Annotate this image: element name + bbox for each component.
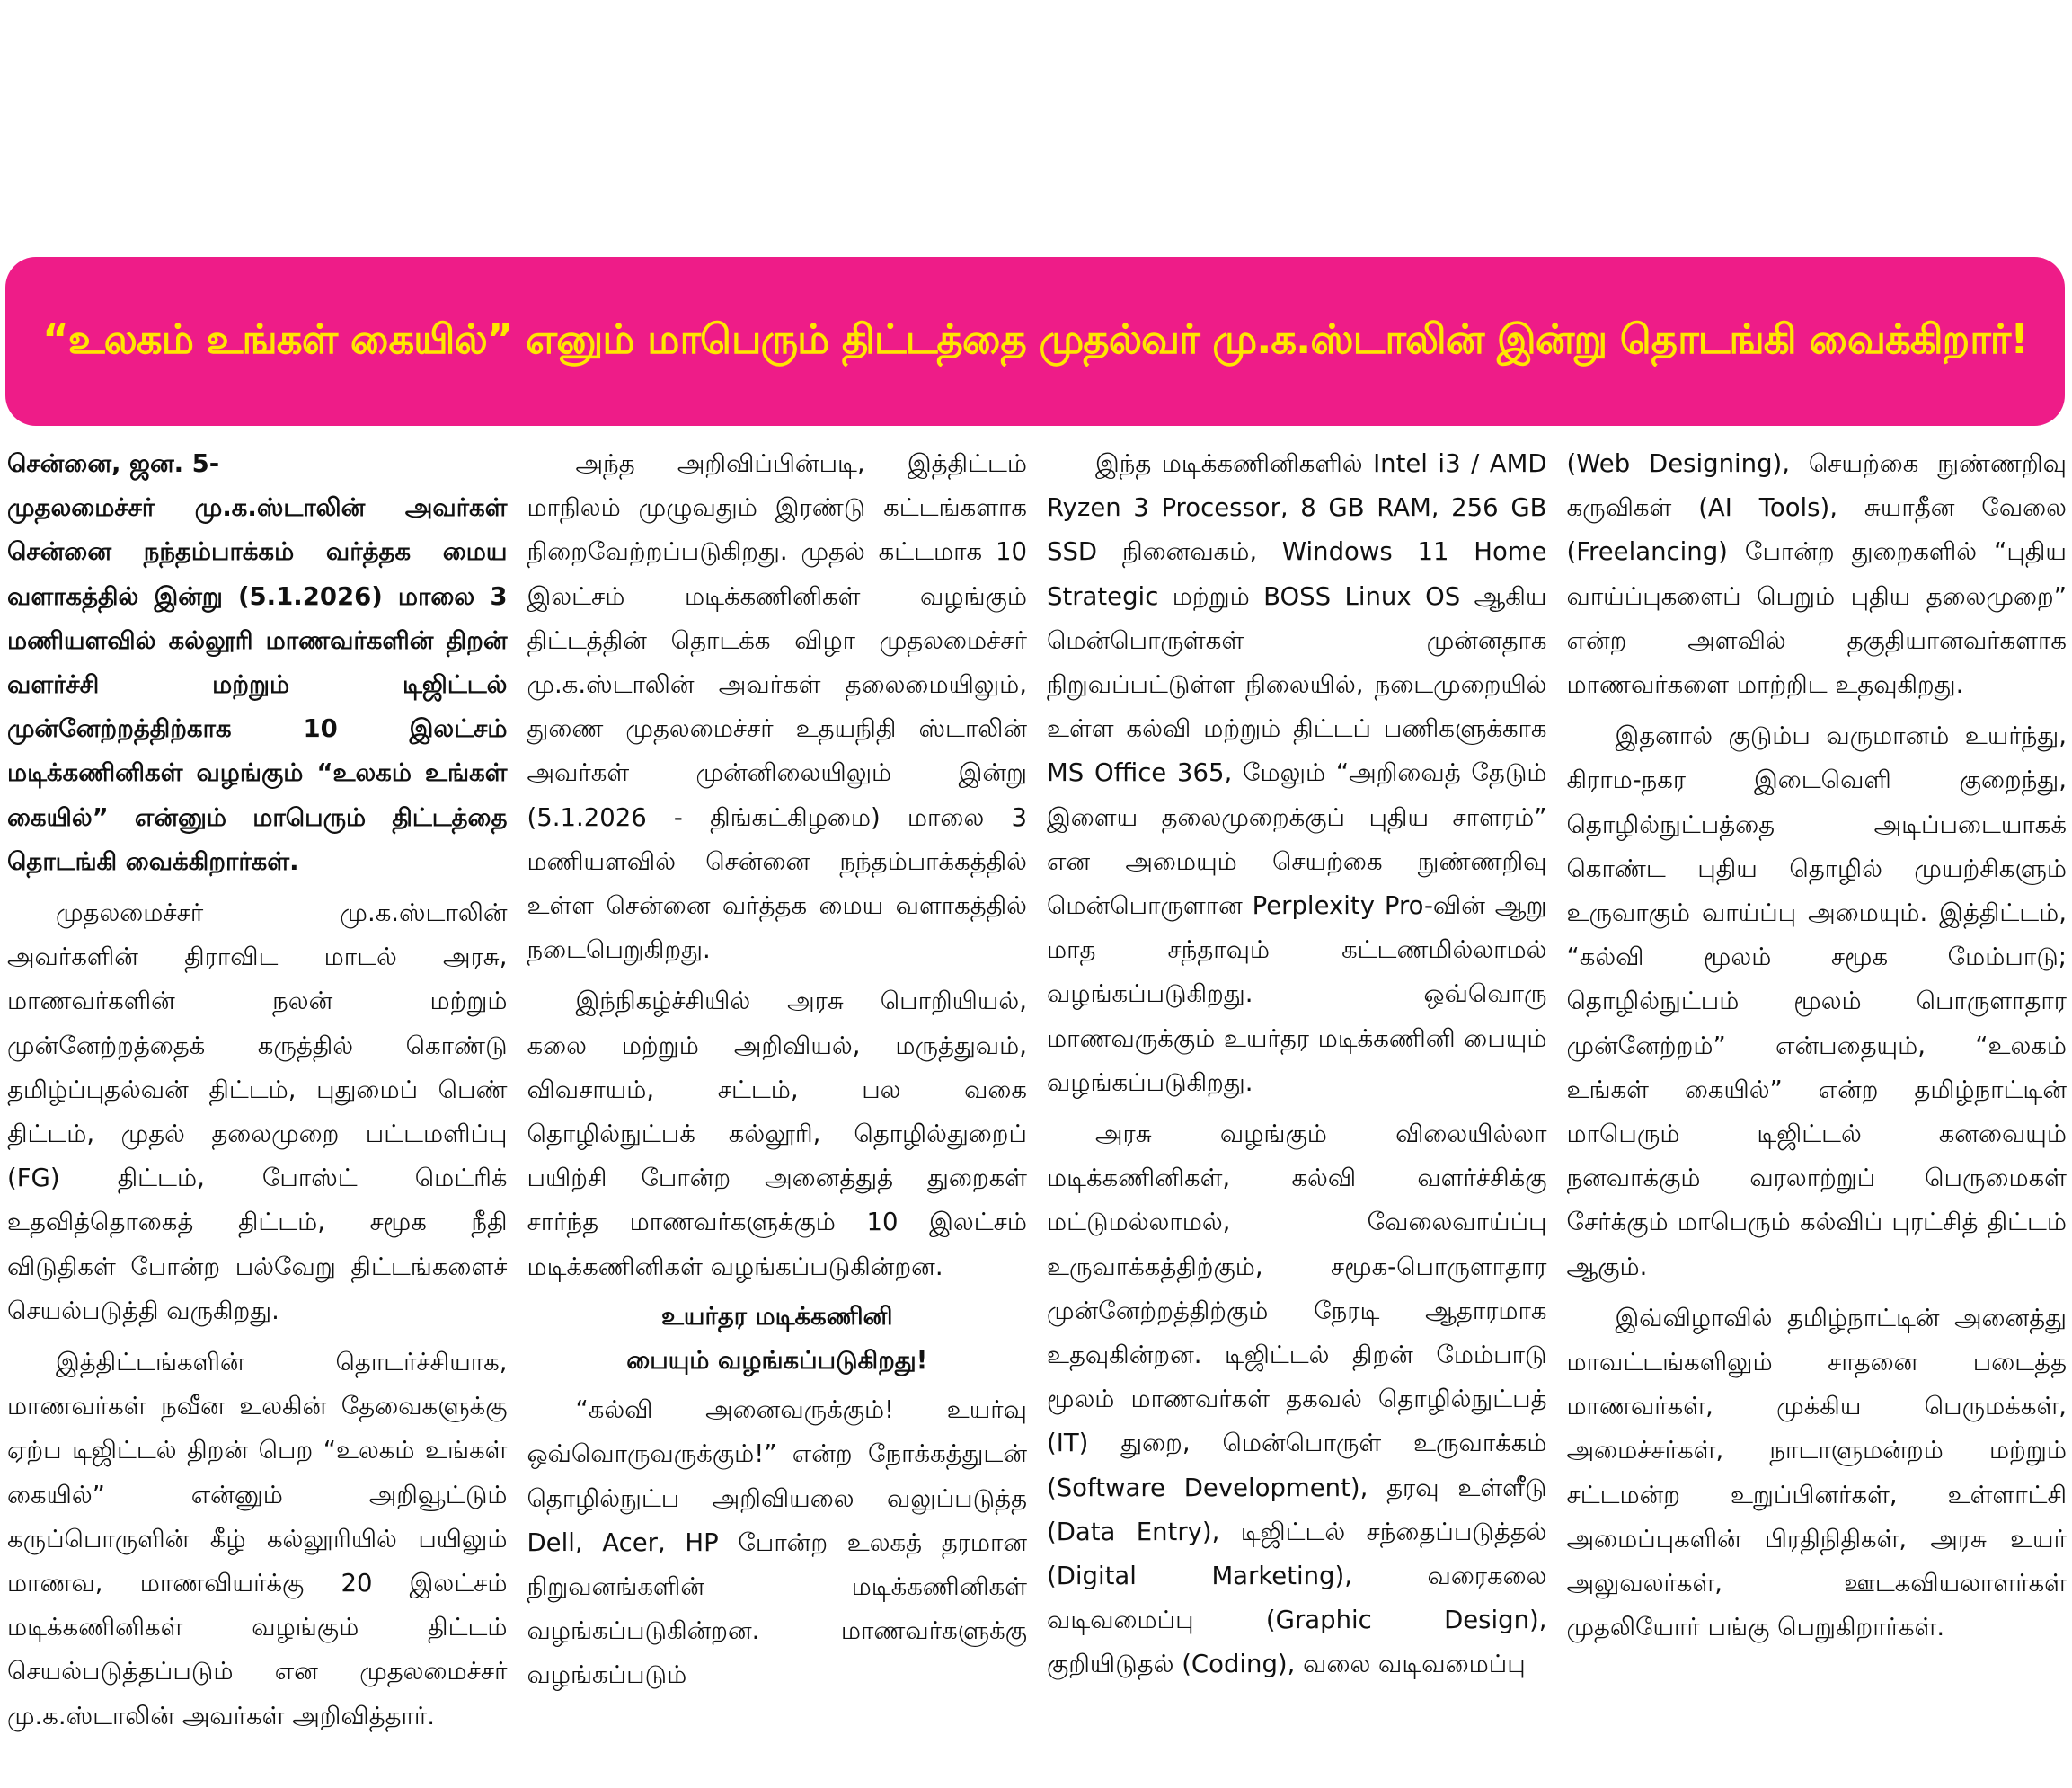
banner-text: “உலகம் உங்கள் கையில்” எனும் மாபெரும் திட்டத்தை முதல்வர் மு.க.ஸ்டாலின் இன்று தொடங்கி வைக்கிறார்! xyxy=(42,314,2028,363)
paragraph: இந்நிகழ்ச்சியில் அரசு பொறியியல், கலை மற்றும் அறிவியல், மருத்துவம், விவசாயம், சட்டம், பல வகை தொழில்நுட்பக் கல்லூரி, தொழில்துறைப் பயிற்சி போன்ற அனைத்துத் துறைகள் சார்ந்த மாணவர்களுக்கும் 10 இலட்சம் மடிக்கணினிகள் வழங்கப்படுகின்றன. xyxy=(527,987,1027,1281)
paragraph: இந்த மடிக்கணினிகளில் Intel i3 / AMD Ryzen 3 Processor, 8 GB RAM, 256 GB SSD நினைவகம், Windows 11 Home Strategic மற்றும் BOSS Linux OS ஆகிய மென்பொருள்கள் முன்னதாக நிறுவப்பட்டுள்ள நிலையில், நடைமுறையில் உள்ள கல்வி மற்றும் திட்டப் பணிகளுக்காக MS Office 365, மேலும் “அறிவைத் தேடும் இளைய தலைமுறைக்குப் புதிய சாளரம்” என அமையும் செயற்கை நுண்ணறிவு மென்பொருளான Perplexity Pro-வின் ஆறு மாத சந்தாவும் கட்டணமில்லாமல் வழங்கப்படுகிறது. ஒவ்வொரு மாணவருக்கும் உயர்தர மடிக்கணினி பையும் வழங்கப்படுகிறது. xyxy=(1047,449,1547,1097)
paragraph: “கல்வி அனைவருக்கும்! உயர்வு ஒவ்வொருவருக்கும்!” என்ற நோக்கத்துடன் தொழில்நுட்ப அறிவியலை வலுப்படுத்த Dell, Acer, HP போன்ற உலகத் தரமான நிறுவனங்களின் மடிக்கணினிகள் வழங்கப்படுகின்றன. மாணவர்களுக்கு வழங்கப்படும் xyxy=(527,1395,1027,1690)
paragraph: அந்த அறிவிப்பின்படி, இத்திட்டம் மாநிலம் முழுவதும் இரண்டு கட்டங்களாக நிறைவேற்றப்படுகிறது. முதல் கட்டமாக 10 இலட்சம் மடிக்கணினிகள் வழங்கும் திட்டத்தின் தொடக்க விழா முதலமைச்சர் மு.க.ஸ்டாலின் அவர்கள் தலைமையிலும், துணை முதலமைச்சர் உதயநிதி ஸ்டாலின் அவர்கள் முன்னிலையிலும் இன்று (5.1.2026 - திங்கட்கிழமை) மாலை 3 மணியளவில் சென்னை நந்தம்பாக்கத்தில் உள்ள சென்னை வர்த்தக மைய வளாகத்தில் நடைபெறுகிறது. xyxy=(527,449,1027,965)
column-2 xyxy=(527,442,1028,1781)
paragraph: இதனால் குடும்ப வருமானம் உயர்ந்து, கிராம-நகர இடைவெளி குறைந்து, தொழில்நுட்பத்தை அடிப்படையாகக் கொண்ட புதிய தொழில் முயற்சிகளும் உருவாகும் வாய்ப்பு அமையும். இத்திட்டம், “கல்வி மூலம் சமூக மேம்பாடு; தொழில்நுட்பம் மூலம் பொருளாதார முன்னேற்றம்” என்பதையும், “உலகம் உங்கள் கையில்” என்ற தமிழ்நாட்டின் மாபெரும் டிஜிட்டல் கனவையும் நனவாக்கும் வரலாற்றுப் பெருமைகள் சேர்க்கும் மாபெரும் கல்விப் புரட்சித் திட்டம் ஆகும். xyxy=(1566,721,2067,1281)
article-body xyxy=(7,442,2067,1781)
paragraph: இத்திட்டங்களின் தொடர்ச்சியாக, மாணவர்கள் நவீன உலகின் தேவைகளுக்கு ஏற்ப டிஜிட்டல் திறன் பெற “உலகம் உங்கள் கையில்” என்னும் அறிவூட்டும் கருப்பொருளின் கீழ் கல்லூரியில் பயிலும் மாணவ, மாணவியர்க்கு 20 இலட்சம் மடிக்கணினிகள் வழங்கும் திட்டம் செயல்படுத்தப்படும் என முதலமைச்சர் மு.க.ஸ்டாலின் அவர்கள் அறிவித்தார். xyxy=(7,1348,508,1730)
column-3 xyxy=(1047,442,1547,1781)
paragraph: (Web Designing), செயற்கை நுண்ணறிவு கருவிகள் (AI Tools), சுயாதீன வேலை (Freelancing) போன்ற துறைகளில் “புதிய வாய்ப்புகளைப் பெறும் புதிய தலைமுறை” என்ற அளவில் தகுதியானவர்களாக மாணவர்களை மாற்றிட உதவுகிறது. xyxy=(1566,449,2067,700)
dateline: சென்னை, ஜன. 5- xyxy=(7,449,220,478)
section-subheading xyxy=(527,1295,1028,1383)
column-4 xyxy=(1567,442,2068,1781)
lead-text: முதலமைச்சர் மு.க.ஸ்டாலின் அவர்கள் சென்னை நந்தம்பாக்கம் வர்த்தக மைய வளாகத்தில் இன்று (5.1.2026) மாலை 3 மணியளவில் கல்லூரி மாணவர்களின் திறன் வளர்ச்சி மற்றும் டிஜிட்டல் முன்னேற்றத்திற்காக 10 இலட்சம் மடிக்கணினிகள் வழங்கும் “உலகம் உங்கள் கையில்” என்னும் மாபெரும் திட்டத்தை தொடங்கி வைக்கிறார்கள். xyxy=(7,493,508,876)
subheadline-banner xyxy=(5,257,2065,426)
paragraph: முதலமைச்சர் மு.க.ஸ்டாலின் அவர்களின் திராவிட மாடல் அரசு, மாணவர்களின் நலன் மற்றும் முன்னேற்றத்தைக் கருத்தில் கொண்டு தமிழ்ப்புதல்வன் திட்டம், புதுமைப் பெண் திட்டம், முதல் தலைமுறை பட்டமளிப்பு (FG) திட்டம், போஸ்ட் மெட்ரிக் உதவித்தொகைத் திட்டம், சமூக நீதி விடுதிகள் போன்ற பல்வேறு திட்டங்களைச் செயல்படுத்தி வருகிறது. xyxy=(7,898,508,1325)
paragraph: இவ்விழாவில் தமிழ்நாட்டின் அனைத்து மாவட்டங்களிலும் சாதனை படைத்த மாணவர்கள், முக்கிய பெருமக்கள், அமைச்சர்கள், நாடாளுமன்றம் மற்றும் சட்டமன்ற உறுப்பினர்கள், உள்ளாட்சி அமைப்புகளின் பிரதிநிதிகள், அரசு உயர் அலுவலர்கள், ஊடகவியலாளர்கள் முதலியோர் பங்கு பெறுகிறார்கள். xyxy=(1566,1303,2067,1642)
column-1 xyxy=(7,442,508,1781)
paragraph: அரசு வழங்கும் விலையில்லா மடிக்கணினிகள், கல்வி வளர்ச்சிக்கு மட்டுமல்லாமல், வேலைவாய்ப்பு உருவாக்கத்திற்கும், சமூக-பொருளாதார முன்னேற்றத்திற்கும் நேரடி ஆதாரமாக உதவுகின்றன. டிஜிட்டல் திறன் மேம்பாடு மூலம் மாணவர்கள் தகவல் தொழில்நுட்பத் (IT) துறை, மென்பொருள் உருவாக்கம் (Software Development), தரவு உள்ளீடு (Data Entry), டிஜிட்டல் சந்தைப்படுத்தல் (Digital Marketing), வரைகலை வடிவமைப்பு (Graphic Design), குறியிடுதல் (Coding), வலை வடிவமைப்பு xyxy=(1047,1120,1547,1679)
lead-paragraph xyxy=(7,442,508,884)
subheading-line-2: பையும் வழங்கப்படுகிறது! xyxy=(626,1346,928,1376)
subheading-line-1: உயர்தர மடிக்கணினி xyxy=(660,1301,893,1331)
headline xyxy=(0,7,2072,243)
